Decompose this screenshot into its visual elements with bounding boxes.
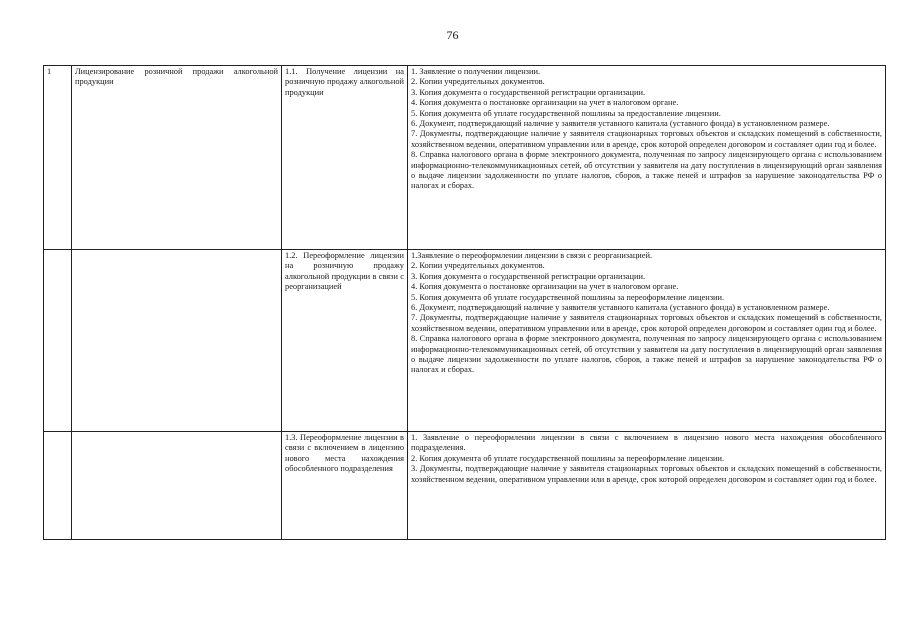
documents-cell bbox=[408, 66, 886, 250]
document-item: 7. Документы, подтверждающие наличие у заявителя стационарных торговых объектов и складских помещений в собственности, хозяйственном ведении, оперативном управлении или в аренде, срок которой определен договором и составляет один год и более. bbox=[411, 129, 882, 149]
row-number-cell: 1 bbox=[44, 66, 72, 250]
document-item: 1. Заявление о получении лицензии. bbox=[411, 67, 541, 76]
document-item: 3. Копия документа о государственной регистрации организации. bbox=[411, 271, 646, 281]
table-row bbox=[44, 66, 886, 250]
licensing-table bbox=[43, 65, 886, 540]
document-item: 2. Копии учредительных документов. bbox=[411, 261, 545, 271]
document-item: 2. Копии учредительных документов. bbox=[411, 77, 545, 87]
service-cell: 1.1. Получение лицензии на розничную продажу алкогольной продукции bbox=[282, 66, 408, 250]
activity-cell: Лицензирование розничной продажи алкогольной продукции bbox=[72, 66, 282, 250]
document-item: 5. Копия документа об уплате государственной пошлины за предоставление лицензии. bbox=[411, 108, 721, 118]
service-cell: 1.3. Переоформление лицензии в связи с включением в лицензию нового места нахождения обособленного подразделения bbox=[282, 432, 408, 540]
document-item: 3. Копия документа о государственной регистрации организации. bbox=[411, 87, 646, 97]
table-row bbox=[44, 432, 886, 540]
document-item: 6. Документ, подтверждающий наличие у заявителя уставного капитала (уставного фонда) в установленном размере. bbox=[411, 303, 830, 313]
documents-cell bbox=[408, 432, 886, 540]
document-item: 5. Копия документа об уплате государственной пошлины за переоформление лицензии. bbox=[411, 292, 725, 302]
document-item: 3. Документы, подтверждающие наличие у заявителя стационарных торговых объектов и складских помещений в собственности, хозяйственном ведении, оперативном управлении или в аренде, срок которой определен договором и составляет один год и более. bbox=[411, 464, 882, 484]
document-item: 6. Документ, подтверждающий наличие у заявителя уставного капитала (уставного фонда) в установленном размере. bbox=[411, 119, 830, 129]
activity-cell bbox=[72, 250, 282, 432]
document-item: 8. Справка налогового органа в форме электронного документа, полученная по запросу лицензирующего органа с использованием информационно-телекоммуникационных сетей, об отсутствии у заявителя на дату поступления в лицензирующий орган заявления о выдаче лицензии задолженности по уплате налогов, сборов, а также пеней и штрафов за нарушение законодательства РФ о налогах и сборах. bbox=[411, 150, 882, 191]
row-number-cell bbox=[44, 432, 72, 540]
document-item: 2. Копия документа об уплате государственной пошлины за переоформление лицензии. bbox=[411, 453, 725, 463]
documents-cell bbox=[408, 250, 886, 432]
document-item: 1. Заявление о переоформлении лицензии в связи с включением в лицензию нового места нахождения обособленного подразделения. bbox=[411, 433, 882, 453]
service-cell: 1.2. Переоформление лицензии на розничную продажу алкогольной продукции в связи с реорганизацией bbox=[282, 250, 408, 432]
page-number: 76 bbox=[446, 28, 459, 42]
activity-cell bbox=[72, 432, 282, 540]
document-item: 4. Копия документа о постановке организации на учет в налоговом органе. bbox=[411, 282, 679, 292]
document-item: 7. Документы, подтверждающие наличие у заявителя стационарных торговых объектов и складских помещений в собственности, хозяйственном ведении, оперативном управлении или в аренде, срок которой определен договором и составляет один год и более. bbox=[411, 313, 882, 333]
document-item: 4. Копия документа о постановке организации на учет в налоговом органе. bbox=[411, 98, 679, 108]
document-item: 8. Справка налогового органа в форме электронного документа, полученная по запросу лицензирующего органа с использованием информационно-телекоммуникационных сетей, об отсутствии у заявителя на дату поступления в лицензирующий орган заявления о выдаче лицензии задолженности по уплате налогов, сборов, а также пеней и штрафов за нарушение законодательства РФ о налогах и сборах. bbox=[411, 334, 882, 375]
document-item: 1.Заявление о переоформлении лицензии в связи с реорганизацией. bbox=[411, 251, 653, 260]
row-number-cell bbox=[44, 250, 72, 432]
table-row bbox=[44, 250, 886, 432]
